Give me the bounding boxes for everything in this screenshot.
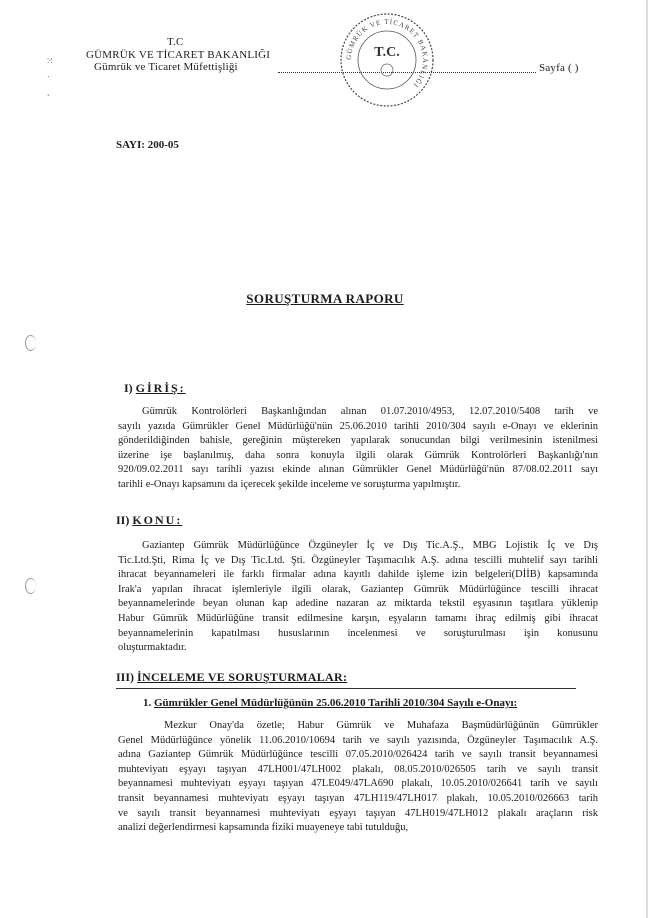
document-number: SAYI: 200-05 <box>116 139 179 151</box>
paragraph-line: ihracat beyannameleri ile farklı firmalar adına kayıtlı dahilde işleme izin belgeleri(DİİB) kapsamında <box>118 569 598 581</box>
paragraph-line: transit beyannamesi muhteviyatı eşyayı taşıyan 47LH119/47LH017 plakalı, 10.05.2010/026663 tarih <box>118 792 598 804</box>
section-number: I) <box>124 381 136 395</box>
paragraph-line: ve sayılı transit beyannamesi muhteviyatı eşyayı taşıyan 47LH019/47LH012 plakalı araçların risk <box>118 807 598 819</box>
paragraph-line: Mezkur Onay'da özetle; Habur Gümrük ve Muhafaza Başmüdürlüğünün Gümrükler <box>164 720 598 731</box>
paragraph-line: gönderildiğinden bahisle, gereğinin müştereken yapılarak sonucundan bilgi verilmesinin istenilmesi <box>118 435 598 447</box>
section-title: İNCELEME VE SORUŞTURMALAR: <box>137 670 348 684</box>
paragraph-line: Tic.Ltd.Şti, Rima İç ve Dış Tic.Ltd. Şti. Özgüneyler Taşımacılık A.Ş. adına tescilli muhtelif sayı tarihli <box>118 554 598 566</box>
paragraph-line: Genel Müdürlüğünce yönelik 11.06.2010/10694 tarih ve sayılı yazısında, Özgüneyler Taşımacılık A.Ş. <box>118 734 598 746</box>
header-tc: T.C <box>167 36 184 48</box>
section-heading-giris <box>124 381 186 396</box>
official-seal <box>337 10 437 110</box>
subsection-title: Gümrükler Genel Müdürlüğünün 25.06.2010 Tarihli 2010/304 Sayılı e-Onayı: <box>154 697 518 709</box>
paragraph-line: Gaziantep Gümrük Müdürlüğünce Özgüneyler İç ve Dış Tic.A.Ş., MBG Lojistik İç ve Dış <box>142 540 598 551</box>
section-heading-konu <box>116 513 182 528</box>
section-heading-inceleme <box>116 670 347 685</box>
paragraph-line: tarihli e-Onayı kapsamını da içerecek şekilde inceleme ve soruşturma yapılmıştır. <box>118 478 461 490</box>
paragraph-line: sayılı yazıda Gümrükler Genel Müdürlüğü'nün 25.06.2010 tarihli 2010/304 sayılı e-Onayı ve eklerinin <box>118 420 598 432</box>
paragraph-line: muhteviyatı eşyayı taşıyan 47LH001/47LH002 plakalı, 08.05.2010/026505 tarih ve sayılı transit <box>118 763 598 775</box>
seal-ring-text: GÜMRÜK VE TİCARET BAKANLIĞI <box>344 17 430 90</box>
paragraph-line: Irak'a yapılan ihracat işlemleriyle ilgili olarak, Gaziantep Gümrük Müdürlüğünce tescilli ihracat <box>118 583 598 595</box>
document-title: SORUŞTURMA RAPORU <box>246 291 404 306</box>
margin-scribble: ⁙ <box>46 56 54 66</box>
section-title: GİRİŞ: <box>135 381 186 395</box>
paragraph-inceleme <box>118 719 598 836</box>
margin-scribble: ᐧ <box>47 72 50 82</box>
header-office: Gümrük ve Ticaret Müfettişliği <box>94 61 238 73</box>
punch-hole <box>25 335 36 351</box>
subsection-heading <box>143 697 517 709</box>
crescent-star-icon <box>381 64 393 76</box>
section-title: KONU: <box>132 513 183 527</box>
paragraph-konu <box>118 539 598 656</box>
subsection-number: 1. <box>143 697 154 709</box>
section-divider <box>116 688 576 689</box>
paragraph-line: Gümrük Kontrolörleri Başkanlığından alınan 01.07.2010/4953, 12.07.2010/5408 tarih ve <box>142 406 598 417</box>
paragraph-line: oluşturmaktadır. <box>118 642 187 654</box>
paragraph-line: 920/09.02.2011 sayı tarihli yazısı ekinde alınan Gümrükler Genel Müdürlüğü'nün 87/08.02.2011 sayı <box>118 464 598 476</box>
page-number-label: Sayfa ( ) <box>539 62 579 74</box>
section-number: II) <box>116 513 133 527</box>
seal-center-text: T.C. <box>374 45 400 60</box>
paragraph-line: üzerine işe başlanılmış, daha sonra konuyla ilgili olarak Gümrük Kontrolörleri Başkanlığı'nın <box>118 449 598 461</box>
paragraph-giris <box>118 405 598 493</box>
paragraph-line: beyannamesi muhteviyatı eşyayı taşıyan 47LE049/47LA690 plakalı, 10.05.2010/026641 tarih ve sayılı <box>118 778 598 790</box>
page-edge-shadow <box>646 0 648 918</box>
paragraph-line: analizi değerlendirmesi kapsamında fiziki muayeneye tabi tutulduğu, <box>118 822 409 834</box>
paragraph-line: Habur Gümrük Müdürlüğüne transit edilmesine karşın, eşyaların tamamı ihraç edilmiş gibi ihracat <box>118 612 598 624</box>
section-number: III) <box>116 670 138 684</box>
header-ministry: GÜMRÜK VE TİCARET BAKANLIĞI <box>86 49 271 61</box>
punch-hole <box>25 578 36 594</box>
margin-scribble: ⸱ <box>47 90 50 100</box>
paragraph-line: adına Gaziantep Gümrük Müdürlüğünce tescilli 07.05.2010/026424 tarih ve sayılı transit beyannamesi <box>118 749 598 761</box>
paragraph-line: beyannamelerinin kapatılması hususlarının incelenmesi ve soruşturulması işin konusunu <box>118 627 598 639</box>
paragraph-line: beyannamelerinde beyan olunan kap adedine nazaran az miktarda tekstil eşyasının taşıtlara yüklenip <box>118 598 598 610</box>
